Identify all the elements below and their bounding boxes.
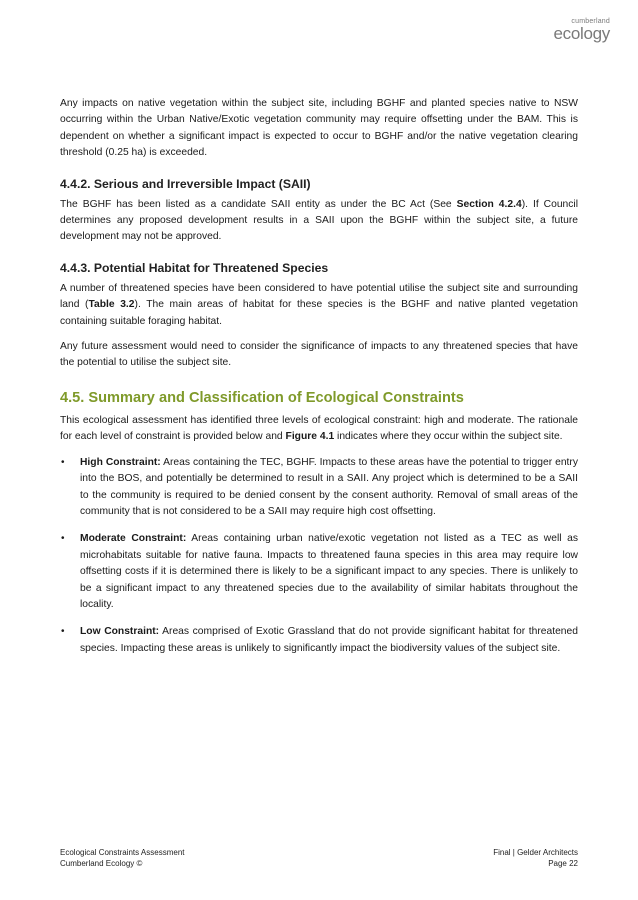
bullet-text: Areas comprised of Exotic Grassland that do not provide significant habitat for threatened species. Impacting these areas is unlikely to significantly impact the biodiversity values of the subject site.: [80, 626, 578, 654]
footer-status-client: Final | Gelder Architects: [493, 848, 578, 857]
text-span: This ecological assessment has identified three levels of ecological constraint: high and moderate. The rationale for each level of constraint is provided below and: [60, 414, 578, 443]
section-4-4-2-heading: 4.4.2. Serious and Irreversible Impact (SAII): [60, 176, 311, 191]
section-4-5-heading: 4.5. Summary and Classification of Ecological Constraints: [60, 389, 464, 406]
list-item-moderate-constraint: [60, 531, 578, 613]
bullet-icon: •: [61, 626, 65, 638]
bullet-term: High Constraint:: [80, 456, 161, 468]
bullet-text: Areas containing the TEC, BGHF. Impacts to these areas have the potential to trigger entry into the BOS, and potentially be determined to result in a SAII. Any project which is determined to be a SAII to the community is required to be denied consent by the consent authority. Removal of small areas of the community that is not considered to be a SAII may require high cost offsetting.: [80, 456, 578, 517]
text-span: indicates where they occur within the subject site.: [334, 431, 563, 443]
text-span: A number of threatened species have been considered to have potential utilise the subject site and surrounding land (: [60, 282, 578, 311]
bullet-icon: •: [61, 533, 65, 545]
bullet-icon: •: [61, 456, 65, 468]
bullet-term: Low Constraint:: [80, 626, 160, 638]
text-span: ). If Council determines any proposed development results in a SAII upon the BGHF within the subject site, a future development may not be approved.: [60, 198, 578, 243]
section-4-4-3-paragraph-2: Any future assessment would need to consider the significance of impacts to any threatened species that have the potential to utilise the subject site.: [60, 341, 578, 369]
list-item-high-constraint: [60, 455, 578, 521]
page-body: [60, 96, 578, 668]
intro-paragraph: Any impacts on native vegetation within the subject site, including BGHF and planted species native to NSW occurring within the Urban Native/Exotic vegetation community may require offsetting under the BAM. This is dependent on whether a significant impact is expected to occur to BGHF and/or the native vegetation clearing threshold (0.25 ha) is exceeded.: [60, 98, 578, 159]
logo-big-text: ecology: [553, 24, 610, 43]
table-reference: Table 3.2: [88, 299, 135, 311]
figure-reference: Figure 4.1: [285, 431, 335, 443]
section-reference: Section 4.2.4: [456, 198, 522, 210]
bullet-term: Moderate Constraint:: [80, 533, 187, 545]
section-4-4-2-paragraph: [60, 197, 578, 246]
list-item-low-constraint: [60, 624, 578, 657]
footer-page-number: Page 22: [548, 859, 578, 868]
page-footer: [60, 847, 578, 869]
section-4-4-3-paragraph-1: [60, 281, 578, 330]
footer-right: [493, 847, 578, 869]
text-span: The BGHF has been listed as a candidate SAII entity as under the BC Act (See: [60, 198, 457, 210]
text-span: ). The main areas of habitat for these species is the BGHF and native planted vegetation containing suitable foraging habitat.: [60, 299, 579, 327]
bullet-text: Areas containing urban native/exotic vegetation not listed as a TEC as well as microhabitats suitable for native fauna. Impacts to threatened fauna species in this area may require low offsetting costs if it is determined there is likely to be a significant impact to any species. There is unlikely to be a significant impact to any threatened species due to the availability of similar habitats throughout the locality.: [80, 533, 578, 610]
section-4-4-3-heading: 4.4.3. Potential Habitat for Threatened Species: [60, 260, 329, 275]
footer-left: [60, 847, 185, 869]
footer-copyright: Cumberland Ecology ©: [60, 859, 143, 868]
constraint-list: [60, 455, 578, 657]
cumberland-ecology-logo: [554, 18, 611, 41]
footer-document-title: Ecological Constraints Assessment: [60, 848, 185, 857]
section-4-5-paragraph: [60, 413, 578, 446]
logo-small-text: cumberland: [571, 18, 610, 25]
